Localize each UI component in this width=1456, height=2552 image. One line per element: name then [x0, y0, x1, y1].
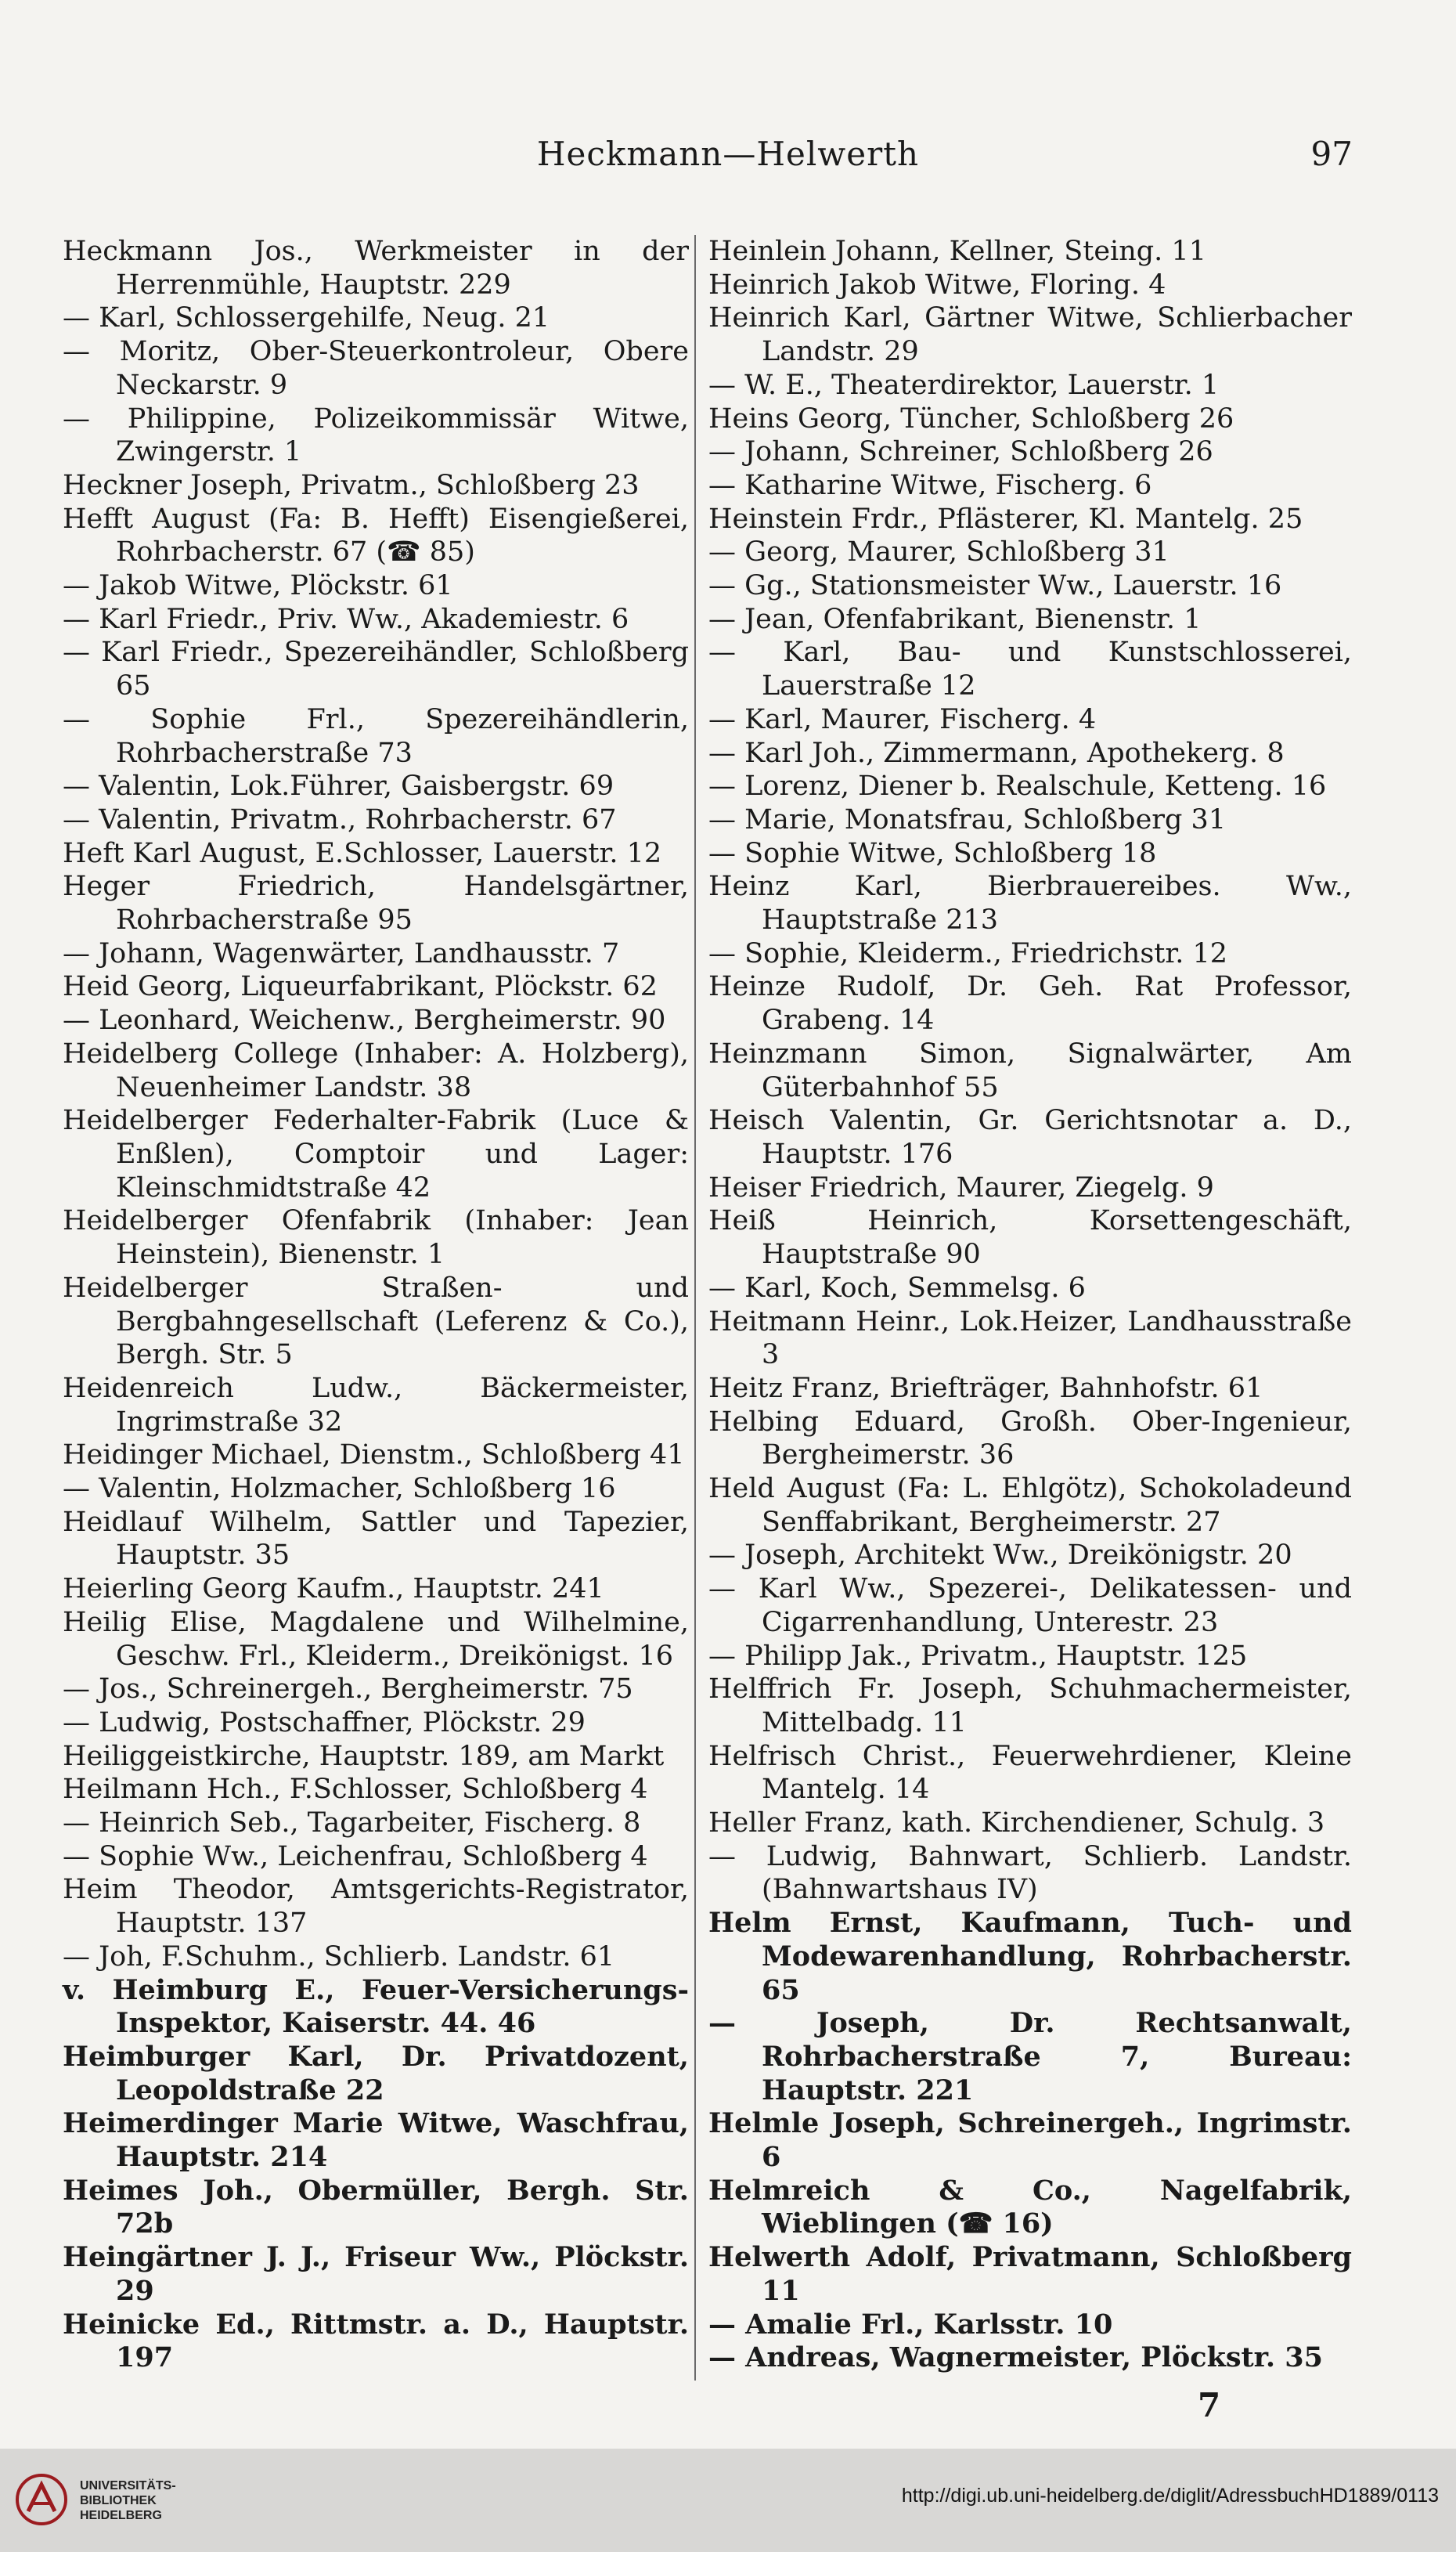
directory-entry: Heitmann Heinr., Lok.Heizer, Landhausstraße 3 — [708, 1305, 1352, 1371]
directory-entry: — Sophie Ww., Leichenfrau, Schloßberg 4 — [63, 1840, 648, 1872]
directory-entry: Heimes Joh., Obermüller, Bergh. Str. 72b — [63, 2174, 689, 2240]
directory-entry: Helbing Eduard, Großh. Ober-Ingenieur, Bergheimerstr. 36 — [708, 1406, 1352, 1471]
directory-entry: Heckner Joseph, Privatm., Schloßberg 23 — [63, 469, 640, 501]
viewer-footer — [0, 2449, 1456, 2552]
directory-entry: Heingärtner J. J., Friseur Ww., Plöckstr. 29 — [63, 2241, 689, 2307]
directory-entry: — Ludwig, Postschaffner, Plöckstr. 29 — [63, 1706, 586, 1738]
directory-entry: Heid Georg, Liqueurfabrikant, Plöckstr. 62 — [63, 971, 658, 1003]
directory-entry: — Johann, Schreiner, Schloßberg 26 — [708, 436, 1213, 468]
directory-entry: Heidenreich Ludw., Bäckermeister, Ingrimstraße 32 — [63, 1372, 689, 1438]
directory-entry: Hefft August (Fa: B. Hefft) Eisengießerei, Rohrbacherstr. 67 (☎ 85) — [63, 503, 689, 569]
directory-entry: — Sophie Frl., Spezereihändlerin, Rohrbacherstraße 73 — [63, 703, 689, 769]
directory-entry: — Gg., Stationsmeister Ww., Lauerstr. 16 — [708, 570, 1282, 602]
directory-entry: Heinrich Karl, Gärtner Witwe, Schlierbacher Landstr. 29 — [708, 302, 1352, 368]
signature-mark: 7 — [1198, 2386, 1221, 2424]
directory-entry: Heilig Elise, Magdalene und Wilhelmine, Geschw. Frl., Kleiderm., Dreikönigst. 16 — [63, 1606, 689, 1672]
directory-entry: — Ludwig, Bahnwart, Schlierb. Landstr. (Bahnwartshaus IV) — [708, 1840, 1352, 1906]
directory-entry: Heinze Rudolf, Dr. Geh. Rat Professor, Grabeng. 14 — [708, 971, 1352, 1037]
directory-entry: — Philippine, Polizeikommissär Witwe, Zwingerstr. 1 — [63, 402, 689, 468]
directory-entry: Heinrich Jakob Witwe, Floring. 4 — [708, 269, 1166, 301]
directory-entry: — W. E., Theaterdirektor, Lauerstr. 1 — [708, 369, 1220, 401]
directory-entry: — Jakob Witwe, Plöckstr. 61 — [63, 570, 453, 602]
directory-entry: — Marie, Monatsfrau, Schloßberg 31 — [708, 803, 1227, 836]
directory-entry: — Valentin, Lok.Führer, Gaisbergstr. 69 — [63, 771, 614, 803]
directory-entry: Helmreich & Co., Nagelfabrik, Wieblingen (☎ 16) — [708, 2174, 1352, 2240]
directory-entry: — Sophie, Kleiderm., Friedrichstr. 12 — [708, 937, 1228, 969]
directory-entry: — Karl Friedr., Priv. Ww., Akademiestr. 6 — [63, 603, 629, 635]
directory-entry: Heins Georg, Tüncher, Schloßberg 26 — [708, 402, 1234, 435]
page-number: 97 — [1310, 135, 1353, 173]
university-seal-icon — [14, 2472, 69, 2527]
directory-entry: Heimerdinger Marie Witwe, Waschfrau, Hauptstr. 214 — [63, 2107, 689, 2174]
library-name-line: BIBLIOTHEK — [80, 2494, 157, 2507]
directory-entry: Heim Theodor, Amtsgerichts-Registrator, Hauptstr. 137 — [63, 1874, 689, 1940]
permalink-url[interactable]: http://digi.ub.uni-heidelberg.de/diglit/AdressbuchHD1889/0113 — [901, 2485, 1439, 2507]
library-logo[interactable] — [14, 2469, 202, 2532]
directory-entry: Heinz Karl, Bierbrauereibes. Ww., Hauptstraße 213 — [708, 871, 1352, 937]
directory-entry: — Karl, Schlossergehilfe, Neug. 21 — [63, 302, 550, 334]
directory-entry: — Andreas, Wagnermeister, Plöckstr. 35 — [708, 2341, 1323, 2374]
directory-entry: — Valentin, Privatm., Rohrbacherstr. 67 — [63, 803, 617, 836]
directory-entry: Heiser Friedrich, Maurer, Ziegelg. 9 — [708, 1171, 1214, 1204]
directory-entry: — Amalie Frl., Karlsstr. 10 — [708, 2308, 1113, 2341]
column-divider — [694, 235, 696, 2381]
directory-entry: — Joseph, Architekt Ww., Dreikönigstr. 20 — [708, 1540, 1292, 1572]
directory-entry: — Valentin, Holzmacher, Schloßberg 16 — [63, 1473, 616, 1505]
directory-entry: — Sophie Witwe, Schloßberg 18 — [708, 837, 1157, 869]
directory-entry: Helm Ernst, Kaufmann, Tuch- und Modewarenhandlung, Rohrbacherstr. 65 — [708, 1907, 1352, 2006]
library-name-line: HEIDELBERG — [80, 2509, 162, 2522]
directory-entry: Heisch Valentin, Gr. Gerichtsnotar a. D., Hauptstr. 176 — [708, 1105, 1352, 1170]
directory-entry: Helfrisch Christ., Feuerwehrdiener, Kleine Mantelg. 14 — [708, 1740, 1352, 1806]
directory-entry: Heinlein Johann, Kellner, Steing. 11 — [708, 236, 1206, 267]
directory-entry: Heidelberger Straßen- und Bergbahngesellschaft (Leferenz & Co.), Bergh. Str. 5 — [63, 1272, 689, 1371]
directory-entry: Heidelberg College (Inhaber: A. Holzberg), Neuenheimer Landstr. 38 — [63, 1038, 689, 1103]
directory-entry: Heidlauf Wilhelm, Sattler und Tapezier, Hauptstr. 35 — [63, 1506, 689, 1572]
directory-entry: Helwerth Adolf, Privatmann, Schloßberg 11 — [708, 2241, 1352, 2307]
directory-entry: Heidelberger Federhalter-Fabrik (Luce & Enßlen), Comptoir und Lager: Kleinschmidtstraße 42 — [63, 1105, 689, 1204]
library-name — [80, 2478, 176, 2523]
directory-entry: — Karl, Bau- und Kunstschlosserei, Lauerstraße 12 — [708, 637, 1352, 702]
directory-entry: — Georg, Maurer, Schloßberg 31 — [708, 536, 1169, 569]
directory-entry: Heilmann Hch., F.Schlosser, Schloßberg 4 — [63, 1774, 648, 1806]
directory-entry: — Joseph, Dr. Rechtsanwalt, Rohrbacherstraße 7, Bureau: Hauptstr. 221 — [708, 2007, 1352, 2106]
directory-entry: Heger Friedrich, Handelsgärtner, Rohrbacherstraße 95 — [63, 871, 689, 937]
directory-entry: — Jos., Schreinergeh., Bergheimerstr. 75 — [63, 1673, 633, 1706]
running-head-title: Heckmann—Helwerth — [536, 135, 920, 173]
directory-entry: — Karl Joh., Zimmermann, Apothekerg. 8 — [708, 737, 1285, 769]
directory-entry: Helffrich Fr. Joseph, Schuhmachermeister, Mittelbadg. 11 — [708, 1673, 1352, 1738]
directory-entry: — Joh, F.Schuhm., Schlierb. Landstr. 61 — [63, 1940, 615, 1973]
directory-entry: Heimburger Karl, Dr. Privatdozent, Leopoldstraße 22 — [63, 2040, 689, 2106]
directory-entry: Heinstein Frdr., Pflästerer, Kl. Mantelg. 25 — [708, 503, 1303, 535]
directory-entry: Heft Karl August, E.Schlosser, Lauerstr. 12 — [63, 837, 662, 869]
directory-entry: — Karl, Maurer, Fischerg. 4 — [708, 703, 1097, 735]
directory-entry: Heidelberger Ofenfabrik (Inhaber: Jean Heinstein), Bienenstr. 1 — [63, 1205, 689, 1271]
directory-entry: Heinzmann Simon, Signalwärter, Am Güterbahnhof 55 — [708, 1038, 1352, 1103]
directory-entry: — Philipp Jak., Privatm., Hauptstr. 125 — [708, 1640, 1248, 1672]
directory-entry: v. Heimburg E., Feuer-Versicherungs-Inspektor, Kaiserstr. 44. 46 — [63, 1973, 689, 2040]
directory-entry: — Leonhard, Weichenw., Bergheimerstr. 90 — [63, 1005, 666, 1037]
directory-entry: — Jean, Ofenfabrikant, Bienenstr. 1 — [708, 603, 1202, 635]
directory-entry: Heierling Georg Kaufm., Hauptstr. 241 — [63, 1573, 604, 1605]
directory-entry: Heiß Heinrich, Korsettengeschäft, Hauptstraße 90 — [708, 1205, 1352, 1271]
directory-entry: — Karl Ww., Spezerei-, Delikatessen- und Cigarrenhandlung, Unterestr. 23 — [708, 1573, 1352, 1638]
directory-entry: Heitz Franz, Briefträger, Bahnhofstr. 61 — [708, 1372, 1263, 1404]
directory-entry: Held August (Fa: L. Ehlgötz), Schokoladeund Senffabrikant, Bergheimerstr. 27 — [708, 1473, 1352, 1538]
directory-entry: — Johann, Wagenwärter, Landhausstr. 7 — [63, 937, 620, 969]
directory-entry: Heckmann Jos., Werkmeister in der Herrenmühle, Hauptstr. 229 — [63, 236, 689, 301]
directory-entry: Helmle Joseph, Schreinergeh., Ingrimstr. 6 — [708, 2107, 1352, 2174]
directory-entry: Heller Franz, kath. Kirchendiener, Schulg. 3 — [708, 1807, 1325, 1839]
directory-column-left — [63, 235, 689, 2375]
directory-column-right — [708, 235, 1352, 2375]
directory-entry: — Heinrich Seb., Tagarbeiter, Fischerg. 8 — [63, 1807, 641, 1839]
directory-entry: — Lorenz, Diener b. Realschule, Ketteng. 16 — [708, 771, 1327, 803]
directory-entry: — Moritz, Ober-Steuerkontroleur, Obere Neckarstr. 9 — [63, 336, 689, 401]
library-name-line: UNIVERSITÄTS- — [80, 2479, 176, 2492]
directory-entry: — Karl Friedr., Spezereihändler, Schloßberg 65 — [63, 637, 689, 702]
directory-entry: — Karl, Koch, Semmelsg. 6 — [708, 1272, 1086, 1304]
directory-entry: Heidinger Michael, Dienstm., Schloßberg 41 — [63, 1439, 685, 1471]
directory-entry: Heiliggeistkirche, Hauptstr. 189, am Markt — [63, 1740, 665, 1772]
directory-entry: — Katharine Witwe, Fischerg. 6 — [708, 469, 1152, 501]
directory-entry: Heinicke Ed., Rittmstr. a. D., Hauptstr. 197 — [63, 2308, 689, 2374]
